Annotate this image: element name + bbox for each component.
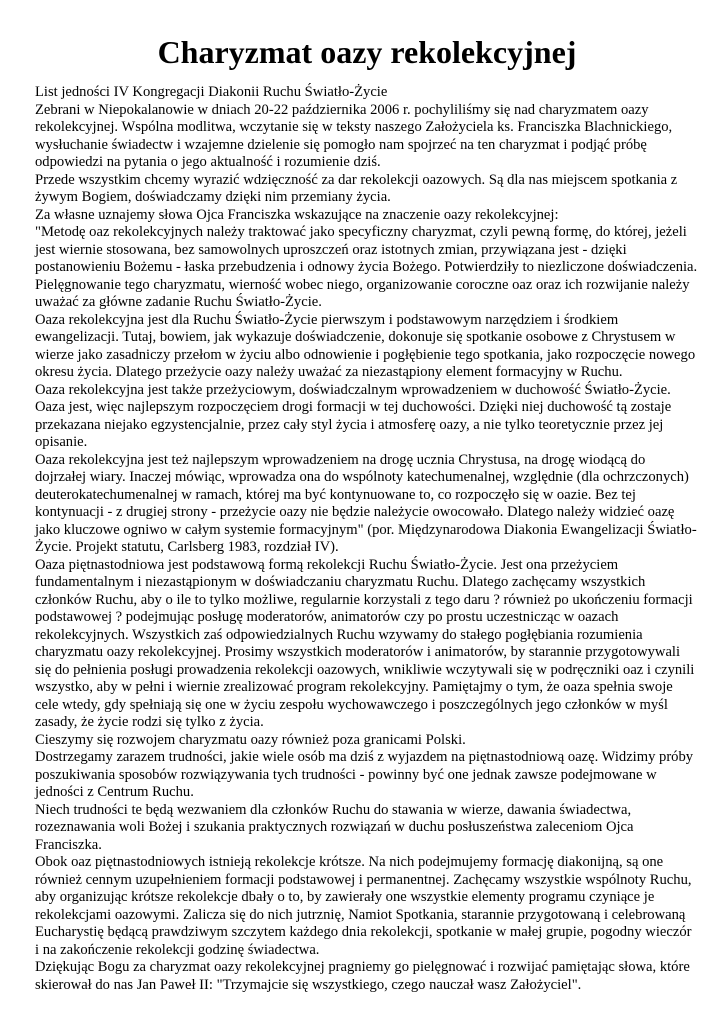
quote-paragraph: Oaza rekolekcyjna jest też najlepszym wprowadzeniem na drogę ucznia Chrystusa, na drogę wiodącą do dojrzałej wiary. Inaczej mówiąc, wprowadza ona do wspólnoty katechumenalnej, względnie (dla ochrzczonych) deuterokatechumenalnej w ramach, której ma być kontynuowane to, co rozpoczęło się w oazie. Bez tej kontynuacji - z drugiej strony - przeżycie oazy nie będzie należycie owocowało. Dlatego należy widzieć oazę jako kluczowe ogniwo w całym systemie formacyjnym" (por. Międzynarodowa Diakonia Ewangelizacji Światło-Życie. Projekt statutu, Carlsberg 1983, rozdział IV). xyxy=(35,451,697,555)
document-page xyxy=(35,32,699,994)
paragraph: Oaza piętnastodniowa jest podstawową formą rekolekcji Ruchu Światło-Życie. Jest ona przeżyciem fundamentalnym i niezastąpionym w doświadczaniu charyzmatu Ruchu. Dlatego zachęcamy wszystkich członków Ruchu, aby o ile to tylko możliwe, regularnie korzystali z tego daru ? również po ukończeniu formacji podstawowej ? podejmując posługę moderatorów, animatorów czy po prostu uczestnicząc w oazach rekolekcyjnych. Wszystkich zaś odpowiedzialnych Ruchu wzywamy do stałego pogłębiania rozumienia charyzmatu oazy rekolekcyjnej. Prosimy wszystkich moderatorów i animatorów, by starannie przygotowywali się do pełnienia posługi prowadzenia rekolekcji oazowych, wnikliwie wczytywali się w podręczniki oaz i czynili wszystko, aby w pełni i wiernie zrealizować program rekolekcyjny. Pamiętajmy o tym, że oaza spełnia swoje cele wtedy, gdy spełniają się one w życiu zespołu wychowawczego i poszczególnych jego członków w myśl zasady, że życie rodzi się tylko z życia. xyxy=(35,556,695,730)
paragraph: Za własne uznajemy słowa Ojca Franciszka wskazujące na znaczenie oazy rekolekcyjnej: xyxy=(35,206,559,223)
paragraph: Niech trudności te będą wezwaniem dla członków Ruchu do stawania w wierze, dawania świadectwa, rozeznawania woli Bożej i szukania praktycznych rozwiązań w duchu posłuszeństwa zaleceniom Ojca Franciszka. xyxy=(35,801,634,853)
document-title: Charyzmat oazy rekolekcyjnej xyxy=(157,34,577,70)
quote-paragraph: Pielęgnowanie tego charyzmatu, wierność wobec niego, organizowanie coroczne oaz oraz ich rozwijanie należy uważać za główne zadanie Ruchu Światło-Życie. xyxy=(35,276,690,310)
paragraph: Przede wszystkim chcemy wyrazić wdzięczność za dar rekolekcji oazowych. Są dla nas miejscem spotkania z żywym Bogiem, doświadczamy dzięki nim przemiany życia. xyxy=(35,171,678,205)
quote-paragraph: Oaza rekolekcyjna jest dla Ruchu Światło-Życie pierwszym i podstawowym narzędziem i środkiem ewangelizacji. Tutaj, bowiem, jak wykazuje doświadczenie, dokonuje się spotkanie osobowe z Chrystusem w wierze jako zasadniczy przełom w życiu albo odnowienie i pogłębienie tego spotkania, jako rozpoczęcie nowego okresu życia. Dlatego przeżycie oazy należy uważać za niezastąpiony element formacyjny w Ruchu. xyxy=(35,311,696,380)
quote-paragraph: "Metodę oaz rekolekcyjnych należy traktować jako specyficzny charyzmat, czyli pewną formę, do której, jeżeli jest wiernie stosowana, bez samowolnych uproszczeń oraz istotnych zmian, przywiązana jest - dzięki postanowieniu Bożemu - łaska przebudzenia i odnowy życia Bożego. Potwierdziły to niezliczone doświadczenia. xyxy=(35,224,698,275)
paragraph: Obok oaz piętnastodniowych istnieją rekolekcje krótsze. Na nich podejmujemy formację diakonijną, są one również cennym uzupełnieniem formacji podstawowej i permanentnej. Zachęcamy wszystkie wspólnoty Ruchu, aby organizując krótsze rekolekcje dbały o to, by zawierały one wszystkie elementy programu czyniące je rekolekcjami oazowymi. Zalicza się do nich jutrznię, Namiot Spotkania, starannie przygotowaną i celebrowaną Eucharystię będącą prawdziwym szczytem każdego dnia rekolekcji, spotkanie w małej grupie, pogodny wieczór i na zakończenie rekolekcji godzinę świadectwa. xyxy=(35,854,692,958)
document-body xyxy=(35,84,699,994)
quote-paragraph: Oaza rekolekcyjna jest także przeżyciowym, doświadczalnym wprowadzeniem w duchowość Światło-Życie. Oaza jest, więc najlepszym rozpoczęciem drogi formacji w tej duchowości. Dzięki niej duchowość tą zostaje przekazana niejako egzystencjalnie, przez cały styl życia i atmosferę oazy, a nie tylko teoretycznie przez jej opisanie. xyxy=(35,381,672,450)
paragraph: Cieszymy się rozwojem charyzmatu oazy również poza granicami Polski. xyxy=(35,731,466,748)
paragraph: Dostrzegamy zarazem trudności, jakie wiele osób ma dziś z wyjazdem na piętnastodniową oazę. Widzimy próby poszukiwania sposobów rozwiązywania tych trudności - powinny być one jednak zawsze podejmowane w jedności z Centrum Ruchu. xyxy=(35,749,694,800)
closing-paragraph: Dziękując Bogu za charyzmat oazy rekolekcyjnej pragniemy go pielęgnować i rozwijać pamiętając słowa, które skierował do nas Jan Paweł II: "Trzymajcie się wszystkiego, czego nauczał wasz Założyciel". xyxy=(35,959,690,993)
paragraph: Zebrani w Niepokalanowie w dniach 20-22 października 2006 r. pochyliliśmy się nad charyzmatem oazy rekolekcyjnej. Wspólna modlitwa, wczytanie się w teksty naszego Założyciela ks. Franciszka Blachnickiego, wysłuchanie świadectw i wzajemne dzielenie się pomogło nam spojrzeć na ten charyzmat i podjąć próbę odpowiedzi na pytania o jego aktualność i rozumienie dziś. xyxy=(35,101,673,170)
document-subtitle: List jedności IV Kongregacji Diakonii Ruchu Światło-Życie xyxy=(35,84,388,100)
